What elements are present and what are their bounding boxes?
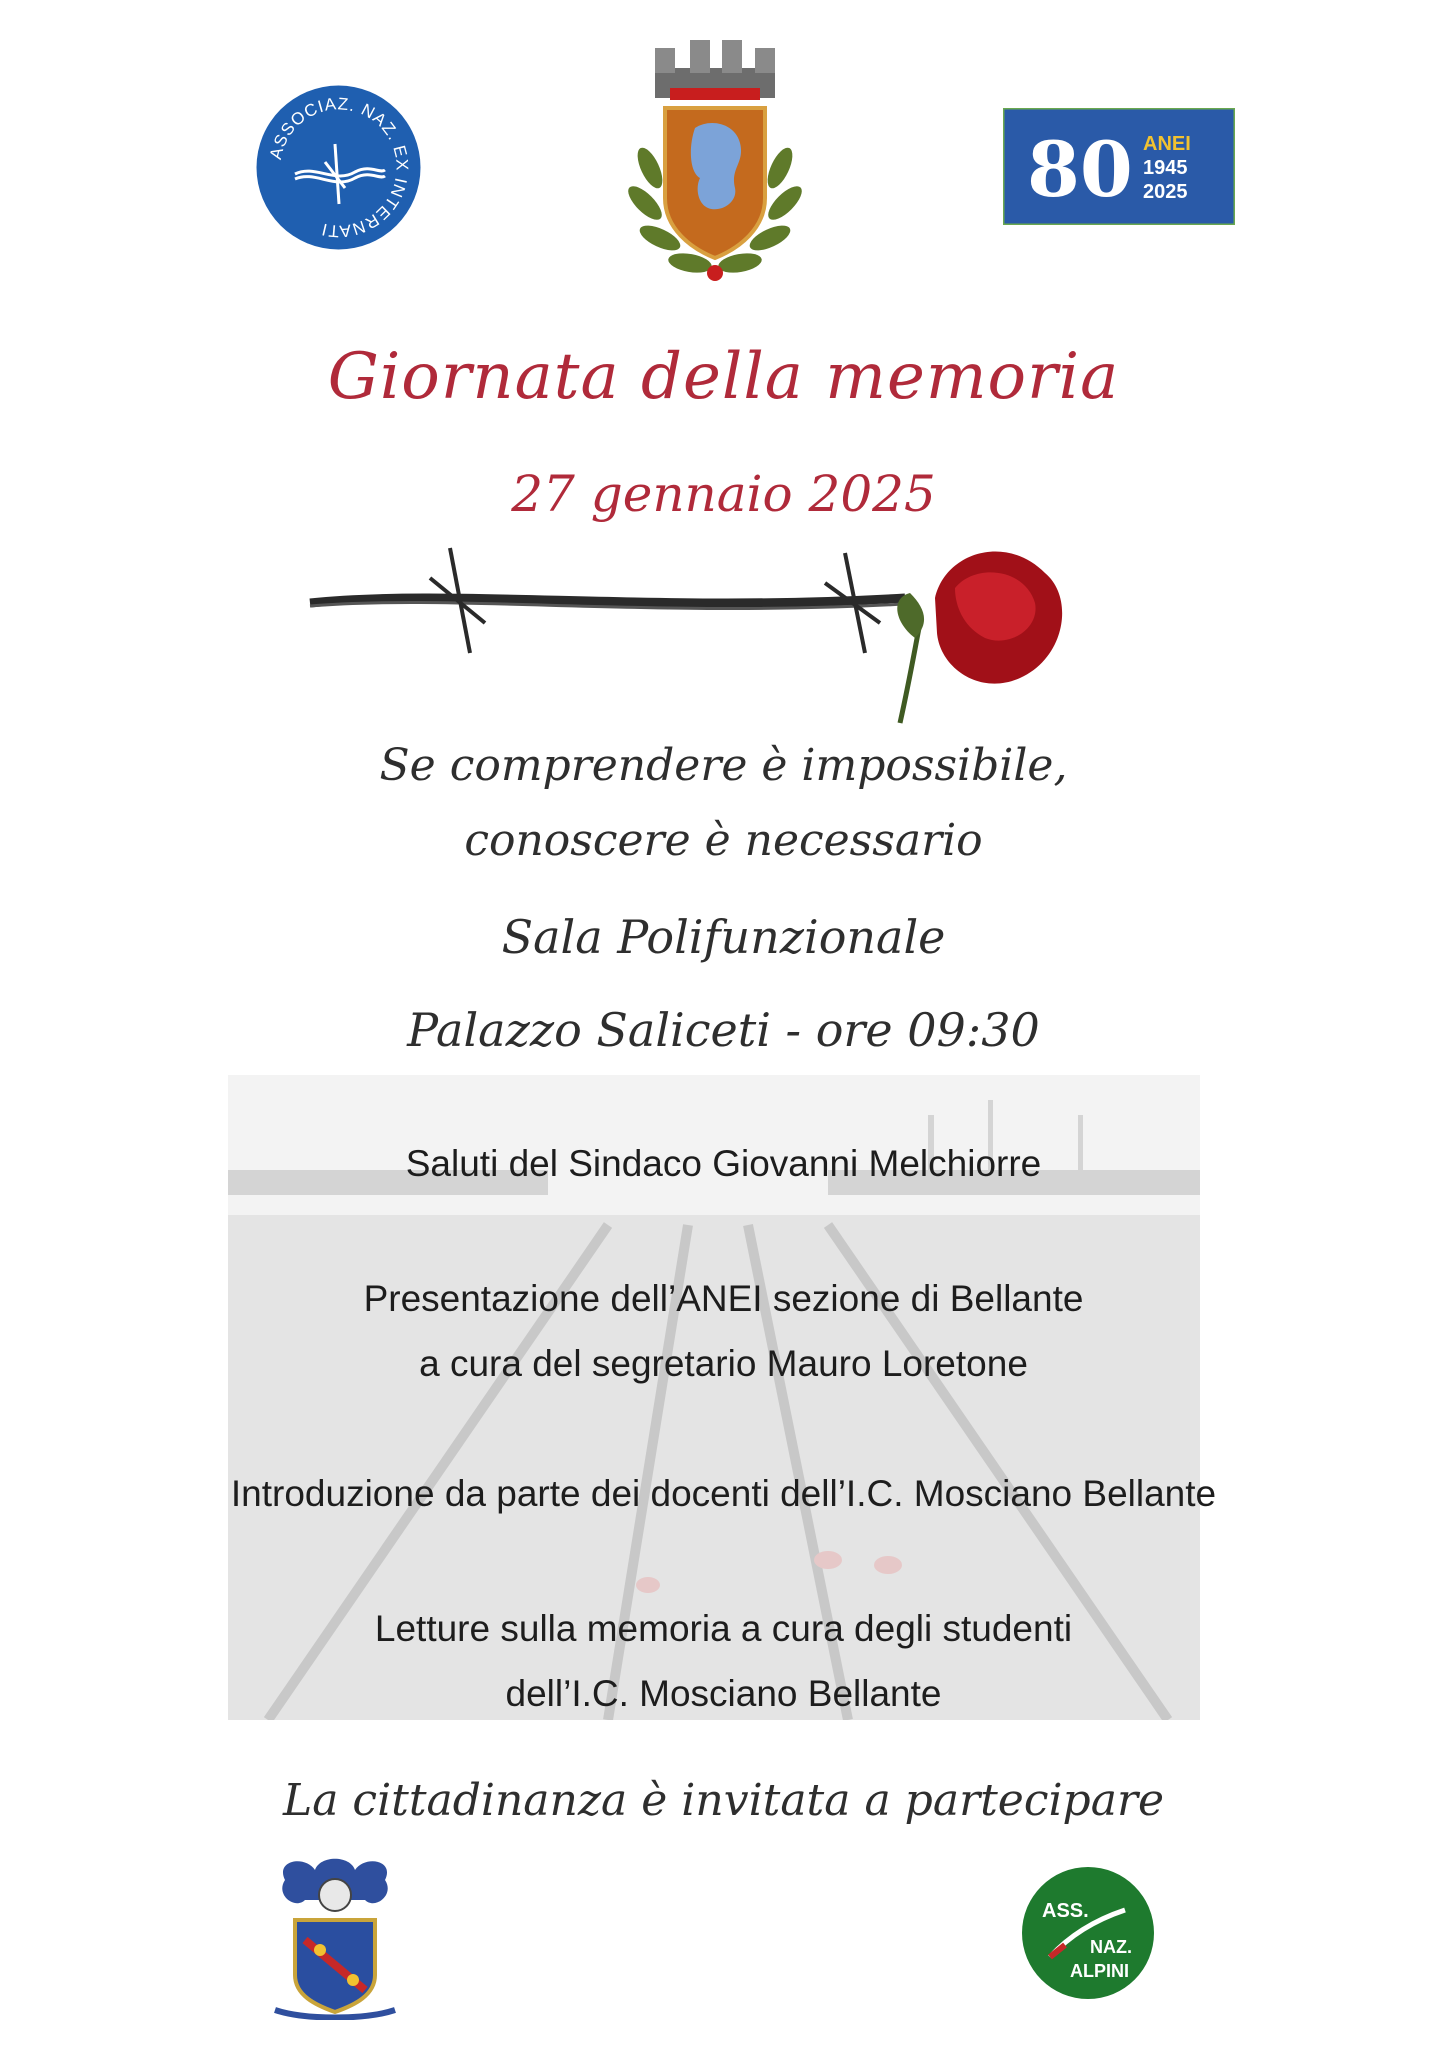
program-item-introduction: Introduzione da parte dei docenti dell’I.C. Mosciano Bellante [230,1473,1217,1514]
anei-80-logo [1003,108,1235,225]
quote-line-1: Se comprendere è impossibile, [379,740,1068,791]
alpini-logo-naz: NAZ. [1090,1937,1132,1957]
quote-line-2: conoscere è necessario [464,815,983,866]
program-item-readings: Letture sulla memoria a cura degli studenti [374,1608,1073,1649]
rose-icon [897,551,1062,723]
venue-line-1: Sala Polifunzionale [501,910,946,964]
anei-80-year-end: 2025 [1143,181,1188,203]
crown-icon [655,40,775,100]
program-item-presentation-detail: a cura del segretario Mauro Loretone [419,1343,1028,1384]
anei-80-year-start: 1945 [1143,157,1188,179]
alpini-logo-ass: ASS. [1042,1900,1089,1922]
invitation-text: La cittadinanza è invitata a partecipare [282,1775,1165,1826]
barbed-wire-rose-image [305,528,1135,728]
anei-circle-logo [255,84,422,251]
municipal-crest-logo [600,28,830,300]
military-crest-logo [265,1850,405,2020]
anei-80-number: 80 [1027,125,1133,214]
alpini-logo-alpini: ALPINI [1070,1961,1130,1981]
ribbon-icon [707,265,723,281]
anei-circle-logo-text: ASSOCIAZ. NAZ. EX INTERNATI [266,94,412,241]
barbed-wire-icon [310,548,905,653]
helmet-icon [319,1879,351,1911]
program-item-presentation: Presentazione dell’ANEI sezione di Bellante [363,1278,1084,1319]
venue-line-2: Palazzo Saliceti - ore 09:30 [407,1003,1040,1057]
alpini-logo [1020,1865,1156,2001]
program-item-readings-detail: dell’I.C. Mosciano Bellante [505,1673,942,1714]
anei-80-org: ANEI [1143,133,1191,155]
event-date: 27 gennaio 2025 [511,465,936,523]
event-title: Giornata della memoria [327,340,1120,414]
program-item-greetings: Saluti del Sindaco Giovanni Melchiorre [405,1143,1042,1184]
